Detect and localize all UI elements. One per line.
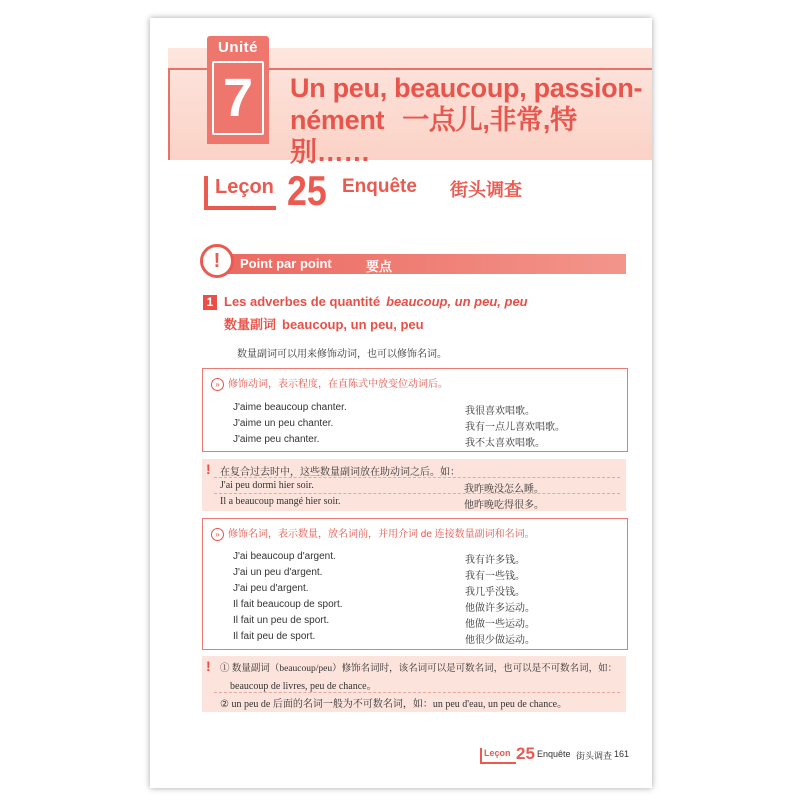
- section-title: Point par point: [240, 256, 332, 271]
- example-cn: 他做一些运动。: [465, 619, 535, 630]
- point-title-cn: 数量副词: [224, 317, 277, 332]
- arrow-right-icon: »: [211, 378, 224, 391]
- box-header: [211, 525, 535, 541]
- lesson-label: Leçon: [215, 176, 274, 198]
- unit-title: [290, 72, 650, 168]
- note-line: 在复合过去时中，这些数量副词放在助动词之后。如：: [220, 467, 460, 478]
- point-title-italic: beaucoup, un peu, peu: [386, 294, 528, 309]
- unit-title-line1: Un peu, beaucoup, passion-: [290, 73, 643, 103]
- unit-number: 7: [222, 68, 254, 128]
- divider: [214, 477, 620, 478]
- footer-lesson-label: Leçon: [484, 748, 511, 758]
- box-header: [211, 375, 448, 391]
- example-cn: 我很喜欢唱歌。: [465, 406, 535, 417]
- example-fr: Il fait peu de sport.: [233, 631, 316, 642]
- note-line: ② un peu de 后面的名词一般为不可数名词，如：un peu d'eau, un peu de chance。: [220, 699, 568, 710]
- example-fr: J'ai beaucoup d'argent.: [233, 551, 336, 562]
- exclamation-icon: !: [206, 461, 211, 477]
- exclamation-icon: !: [200, 244, 234, 278]
- unit-title-line2: nément: [290, 105, 385, 135]
- unit-number-box: [212, 61, 264, 135]
- example-fr: J'aime un peu chanter.: [233, 418, 334, 429]
- footer-lesson-number: 25: [516, 744, 535, 763]
- footer-lesson-title: Enquête: [537, 749, 571, 759]
- example-fr: Il fait un peu de sport.: [233, 615, 330, 626]
- example-fr: Il fait beaucoup de sport.: [233, 599, 343, 610]
- example-cn: 我有一点儿喜欢唱歌。: [465, 422, 565, 433]
- note-compound-past: [202, 459, 626, 511]
- page-number: 161: [614, 749, 630, 759]
- note-countable: [202, 656, 626, 712]
- textbook-page: [150, 18, 652, 788]
- unit-tab: [207, 36, 269, 144]
- point-title-cn-fr: beaucoup, un peu, peu: [282, 317, 424, 332]
- note-line: beaucoup de livres, peu de chance。: [230, 681, 377, 692]
- example-cn: 我有许多钱。: [465, 555, 525, 566]
- example-cn: 我有一些钱。: [465, 571, 525, 582]
- box-header-text: 修饰名词，表示数量，放名词前，并用介词 de 连接数量副词和名词。: [228, 529, 535, 540]
- footer-lesson-title-cn: 街头调查: [576, 751, 613, 761]
- arrow-right-icon: »: [211, 528, 224, 541]
- point-title-text: Les adverbes de quantité: [224, 294, 381, 309]
- example-cn: 我不太喜欢唱歌。: [465, 438, 545, 449]
- example-fr: J'ai un peu d'argent.: [233, 567, 323, 578]
- lesson-title-cn: 街头调查: [450, 180, 522, 200]
- unit-title-line2-wrap: [290, 104, 650, 168]
- point-title-cn-line: [224, 314, 424, 333]
- example-fr: J'ai peu d'argent.: [233, 583, 309, 594]
- lesson-title: Enquête: [342, 176, 417, 197]
- point-number: 1: [203, 295, 217, 310]
- point-intro: 数量副词可以用来修饰动词，也可以修饰名词。: [237, 349, 447, 360]
- example-fr: J'aime beaucoup chanter.: [233, 402, 347, 413]
- point-title: [224, 294, 528, 309]
- usage-box-verbs: [202, 368, 628, 452]
- box-header-text: 修饰动词，表示程度，在直陈式中放变位动词后。: [228, 379, 448, 390]
- unit-header-rule-left: [168, 68, 170, 160]
- divider: [214, 493, 620, 494]
- example-cn: 我几乎没钱。: [465, 587, 525, 598]
- note-example-cn: 我昨晚没怎么睡。: [464, 484, 544, 495]
- section-title-cn: 要点: [366, 259, 393, 274]
- note-example-cn: 他昨晚吃得很多。: [464, 500, 544, 511]
- example-cn: 他很少做运动。: [465, 635, 535, 646]
- unit-title-cn: 一点儿,非常,特别……: [290, 105, 577, 167]
- note-example-fr: J'ai peu dormi hier soir.: [220, 480, 314, 491]
- note-line: ① 数量副词（beaucoup/peu）修饰名词时，该名词可以是可数名词，也可以是不可数名词，如：: [220, 664, 618, 674]
- usage-box-nouns: [202, 518, 628, 650]
- unit-label: Unité: [218, 39, 258, 56]
- divider: [214, 692, 620, 693]
- exclamation-icon: !: [206, 658, 211, 674]
- note-example-fr: Il a beaucoup mangé hier soir.: [220, 496, 341, 507]
- example-fr: J'aime peu chanter.: [233, 434, 320, 445]
- example-cn: 他做许多运动。: [465, 603, 535, 614]
- lesson-number: 25: [287, 167, 327, 214]
